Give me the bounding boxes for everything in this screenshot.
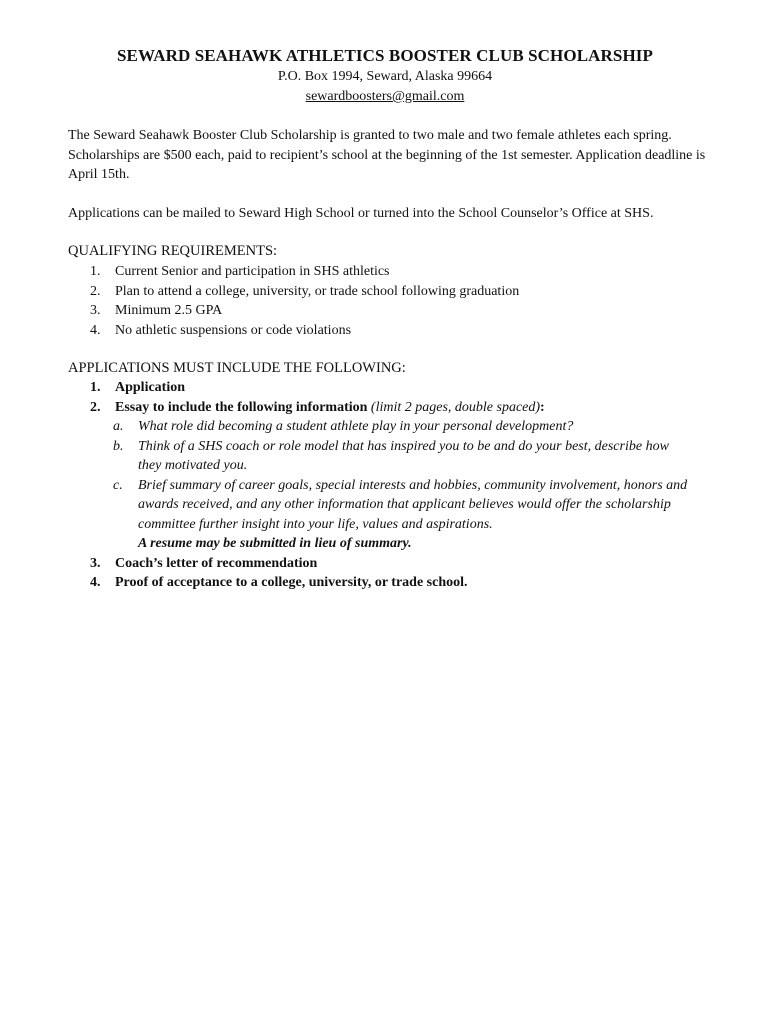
- list-number: 1.: [90, 380, 101, 395]
- sub-text: What role did becoming a student athlete play in your personal development?: [138, 419, 574, 434]
- list-text: Plan to attend a college, university, or trade school following graduation: [115, 283, 520, 299]
- list-text: Coach’s letter of recommendation: [115, 555, 318, 571]
- list-number: 3.: [90, 555, 101, 571]
- list-number: 4.: [90, 322, 101, 338]
- list-text: No athletic suspensions or code violations: [115, 322, 352, 338]
- sub-item: [68, 417, 708, 437]
- qualifying-heading: QUALIFYING REQUIREMENTS:: [68, 243, 278, 259]
- sub-item: [68, 476, 708, 535]
- essay-line: [115, 398, 545, 418]
- sub-letter: a.: [113, 419, 124, 434]
- sub-text: Think of a SHS coach or role model that has inspired you to be and do your best, describe how they motivated you.: [138, 438, 669, 473]
- list-text: Minimum 2.5 GPA: [115, 303, 223, 318]
- list-text: Proof of acceptance to a college, university, or trade school.: [115, 575, 468, 590]
- list-item: [68, 378, 708, 398]
- sub-item: [68, 437, 708, 476]
- list-number: 2.: [90, 399, 101, 415]
- mailing-paragraph: Applications can be mailed to Seward High School or turned into the School Counselor’s Office at SHS.: [68, 206, 654, 221]
- list-item: [68, 262, 708, 282]
- applications-list: [68, 378, 708, 593]
- list-item: [68, 321, 708, 341]
- list-number: 3.: [90, 303, 101, 318]
- list-item: [68, 301, 708, 321]
- qualifying-list: [68, 262, 708, 340]
- list-item: [68, 573, 708, 593]
- list-text: Current Senior and participation in SHS athletics: [115, 264, 390, 279]
- applications-heading: APPLICATIONS MUST INCLUDE THE FOLLOWING:: [68, 360, 406, 376]
- list-item: [68, 282, 708, 302]
- essay-limit-note: (limit 2 pages, double spaced): [370, 399, 541, 415]
- sub-letter: c.: [113, 477, 123, 493]
- sub-letter: b.: [113, 438, 124, 454]
- list-text: Application: [115, 380, 186, 395]
- mailing-address: P.O. Box 1994, Seward, Alaska 99664: [277, 69, 493, 84]
- list-item: [68, 554, 708, 574]
- document-title: SEWARD SEAHAWK ATHLETICS BOOSTER CLUB SCHOLARSHIP: [117, 46, 653, 65]
- essay-colon: :: [540, 399, 545, 415]
- list-number: 2.: [90, 283, 101, 299]
- email-line: [0, 89, 770, 105]
- resume-note: A resume may be submitted in lieu of summary.: [138, 536, 412, 551]
- intro-paragraph: The Seward Seahawk Booster Club Scholarship is granted to two male and two female athletes each spring. Scholarships are $500 each, paid to recipient’s school at the beginning of the 1st semester. Application deadline is April 15th.: [68, 128, 706, 182]
- email-link[interactable]: sewardboosters@gmail.com: [305, 89, 465, 104]
- list-number: 4.: [90, 575, 101, 590]
- list-number: 1.: [90, 264, 101, 279]
- sub-text: Brief summary of career goals, special interests and hobbies, community involvement, honors and awards received, and any other information that applicant believes would offer the scholarship committee further insight into your life, values and aspirations.: [138, 477, 688, 532]
- list-text: Essay to include the following information: [115, 399, 368, 415]
- list-item: [68, 398, 708, 418]
